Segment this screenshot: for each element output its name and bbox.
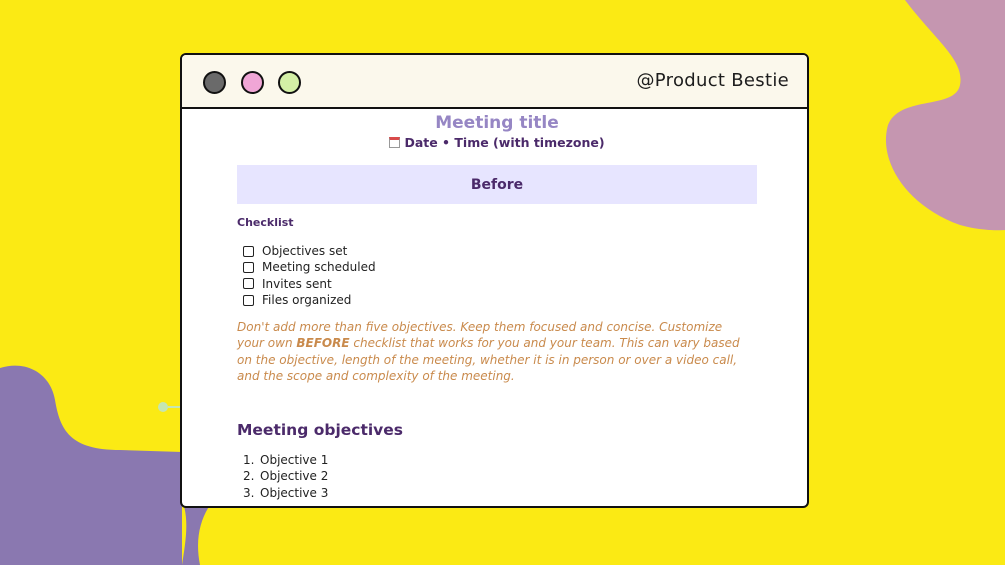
checklist-item[interactable]: [243, 243, 376, 259]
checklist-item-label: Meeting scheduled: [262, 260, 376, 275]
checklist-heading: Checklist: [237, 216, 294, 229]
objective-number: 1.: [243, 453, 255, 467]
purple-blob: [0, 366, 182, 565]
calendar-icon: [389, 137, 400, 148]
window-maximize-dot[interactable]: [278, 71, 301, 94]
checkbox[interactable]: [243, 295, 254, 306]
meeting-date-text: Date • Time (with timezone): [404, 135, 605, 150]
objective-text: Objective 2: [260, 469, 329, 484]
window-close-dot[interactable]: [203, 71, 226, 94]
connector-line: [168, 406, 180, 408]
objective-item[interactable]: [243, 469, 328, 485]
pink-blob: [886, 0, 1005, 230]
connector-dot: [158, 402, 168, 412]
checklist: [243, 243, 376, 308]
objectives-heading: Meeting objectives: [237, 421, 404, 439]
checklist-item-label: Objectives set: [262, 244, 348, 259]
window-minimize-dot[interactable]: [241, 71, 264, 94]
guidance-note: [237, 319, 747, 385]
meeting-date-line: [237, 135, 757, 150]
objective-text: Objective 1: [260, 453, 329, 467]
checklist-item[interactable]: [243, 276, 376, 292]
objective-number: 3.: [243, 485, 255, 500]
window-titlebar: [182, 55, 807, 109]
document-body: [237, 113, 757, 500]
checklist-item[interactable]: [243, 259, 376, 275]
checklist-item-label: Files organized: [262, 293, 352, 308]
objective-number: 2.: [243, 469, 255, 484]
before-label: Before: [470, 176, 524, 193]
meeting-title: Meeting title: [435, 113, 559, 133]
checkbox[interactable]: [243, 278, 254, 289]
objective-item[interactable]: [243, 486, 328, 502]
note-prefix: Don't add more than five objectives. Keep them focused and concise. Customize your own: [237, 320, 723, 351]
app-window: [180, 53, 809, 508]
brand-handle: @Product Bestie: [636, 70, 789, 91]
before-section-header: [237, 165, 757, 204]
note-bold: BEFORE: [296, 336, 350, 351]
objective-item[interactable]: [243, 453, 328, 469]
checklist-item-label: Invites sent: [262, 276, 332, 291]
objectives-list: [243, 453, 328, 502]
objective-text: Objective 3: [260, 485, 329, 500]
checkbox[interactable]: [243, 262, 254, 273]
checkbox[interactable]: [243, 246, 254, 257]
checklist-item[interactable]: [243, 292, 376, 308]
purple-blob-bottom: [182, 500, 210, 565]
note-suffix: checklist that works for you and your team. This can vary based on the objective, length of the meeting, whether it is in person or over a video call, and the scope and complexity of the meeting.: [237, 336, 740, 384]
